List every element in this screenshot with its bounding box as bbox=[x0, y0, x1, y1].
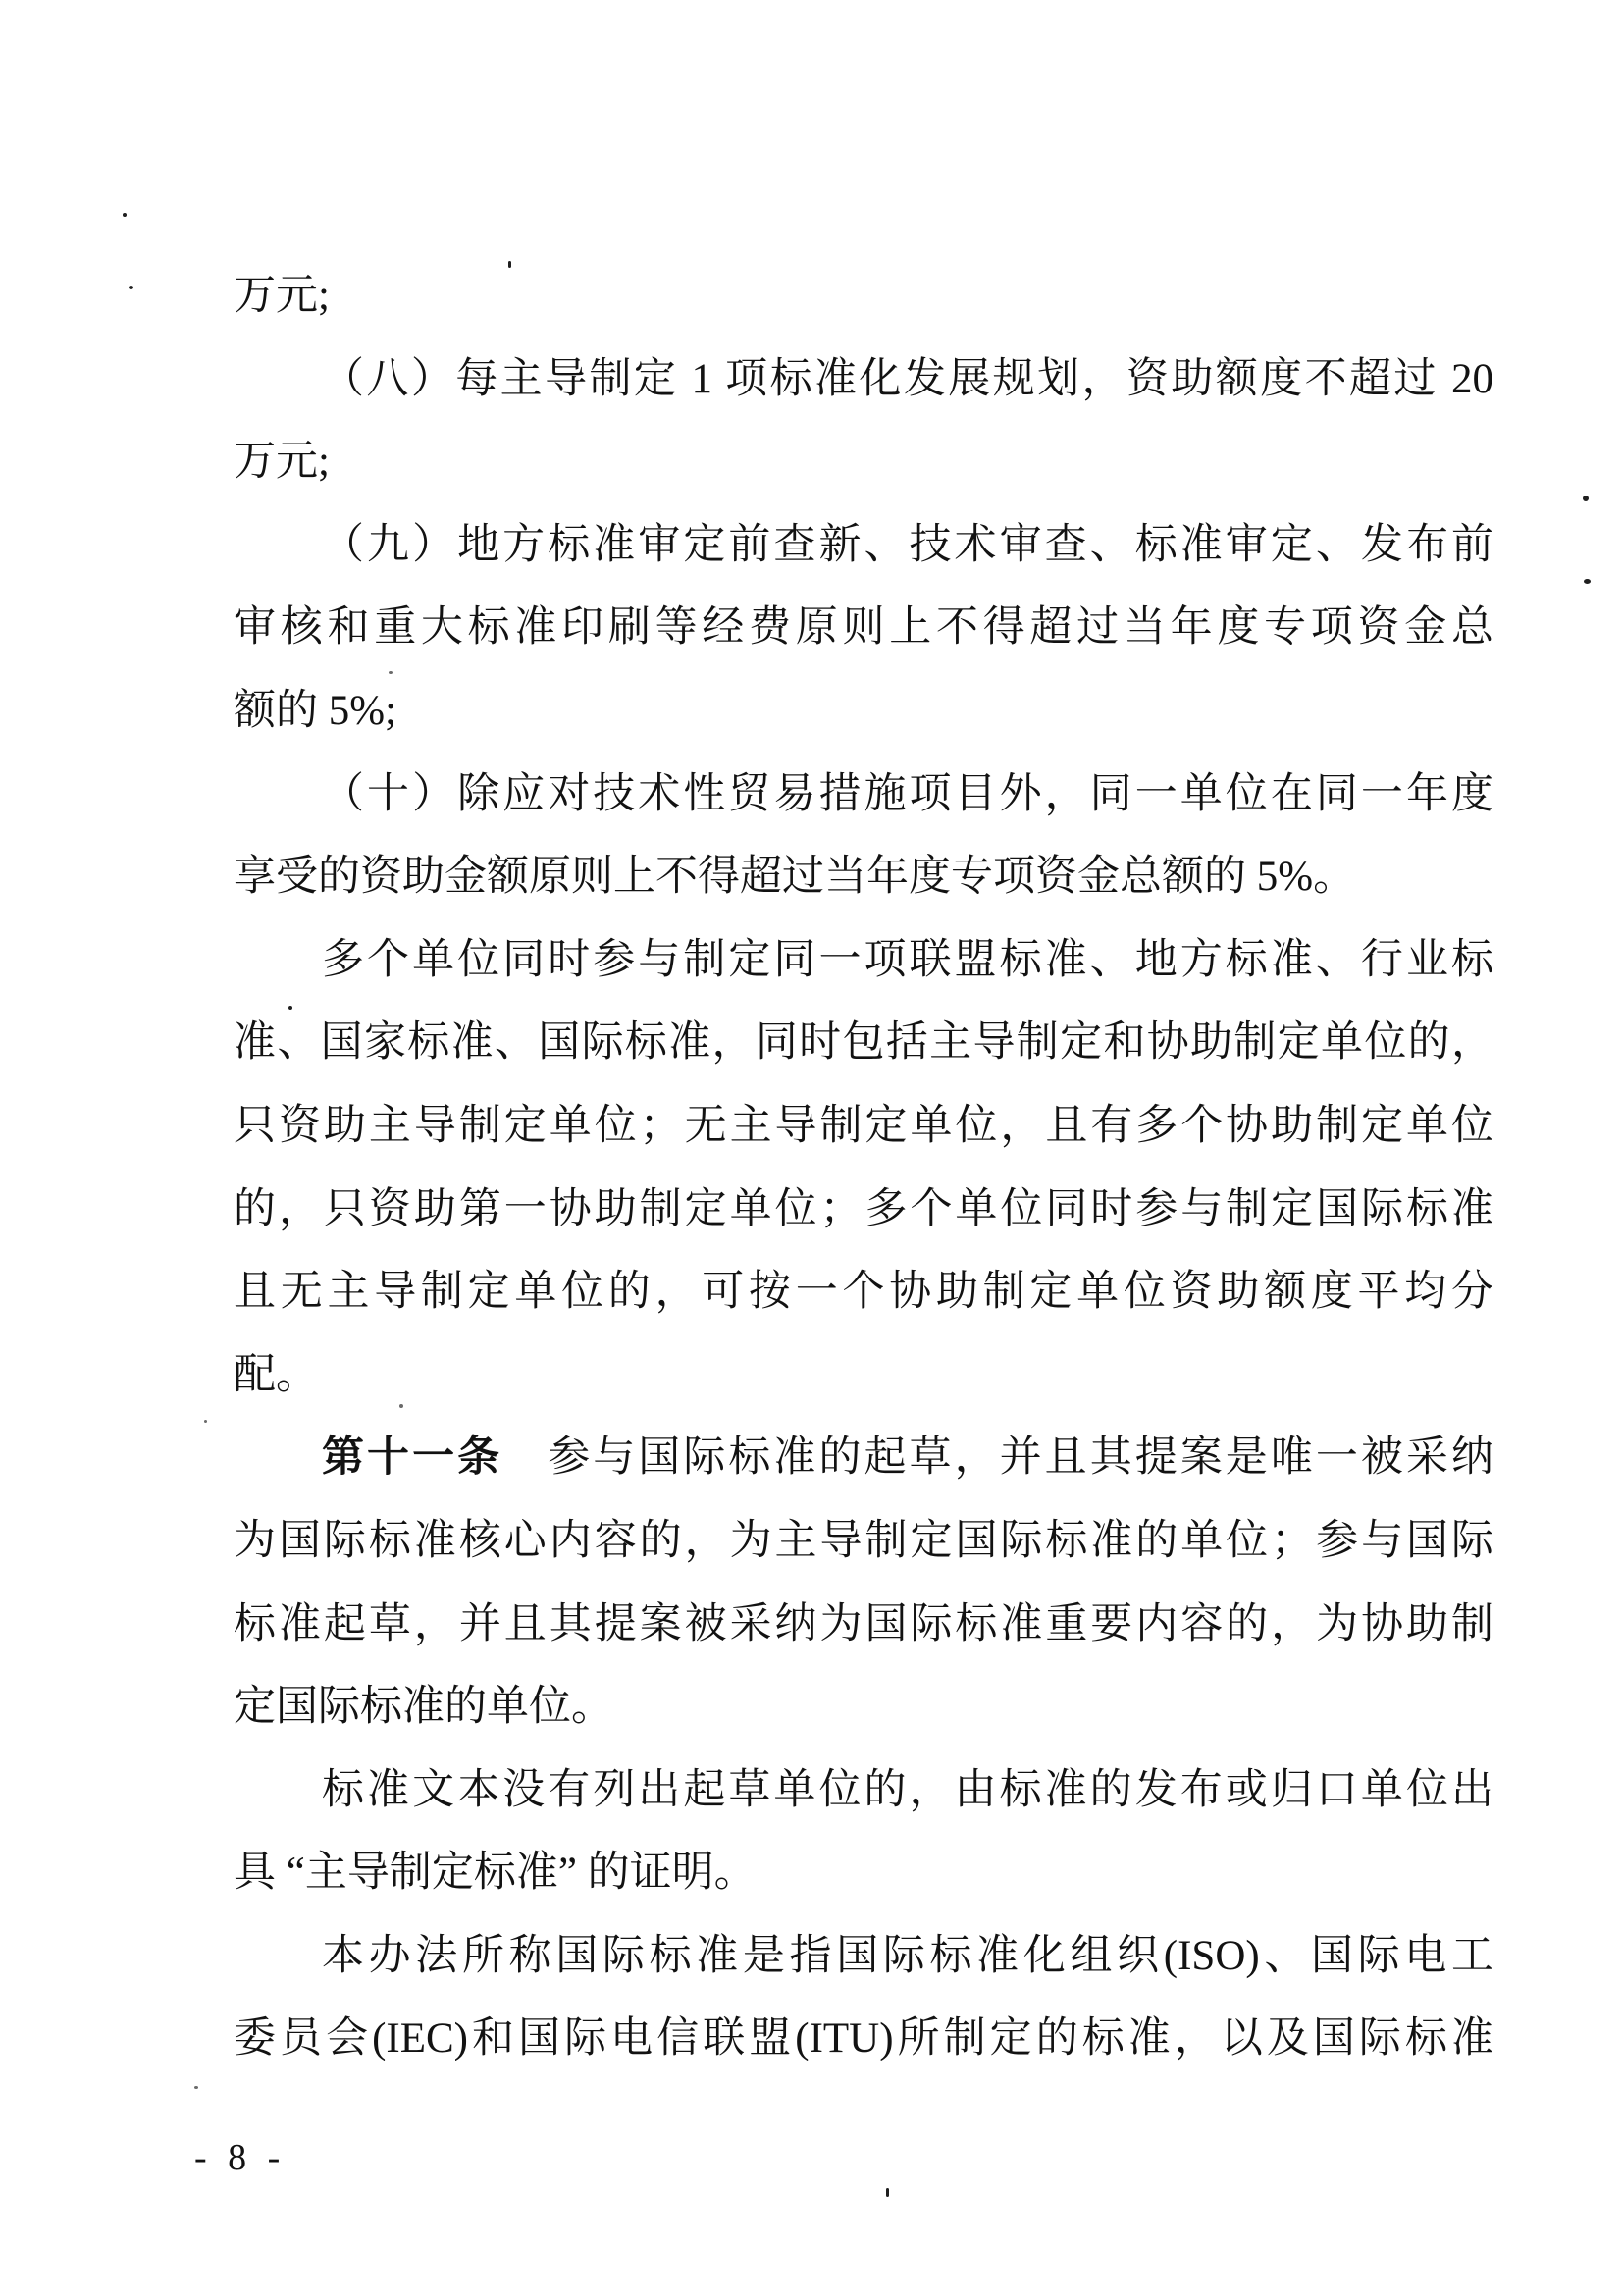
scan-speck bbox=[399, 1404, 403, 1408]
text-line: 准、国家标准、国际标准，同时包括主导制定和协助制定单位的， bbox=[234, 1019, 1493, 1067]
scan-speck bbox=[288, 1006, 292, 1010]
body-text bbox=[234, 255, 1493, 2081]
scan-speck bbox=[1584, 579, 1591, 584]
text-line: 享受的资助金额原则上不得超过当年度专项资金总额的 5%。 bbox=[234, 854, 1356, 901]
text-line: （十）除应对技术性贸易措施项目外，同一单位在同一年度 bbox=[322, 770, 1493, 817]
scan-speck bbox=[886, 2188, 889, 2197]
text-line: 为国际标准核心内容的，为主导制定国际标准的单位；参与国际 bbox=[234, 1517, 1493, 1564]
page-number: - 8 - bbox=[194, 2137, 287, 2178]
article-11-body: 参与国际标准的起草，并且其提案是唯一被采纳 bbox=[502, 1435, 1494, 1482]
scan-speck bbox=[1583, 496, 1589, 501]
text-line: 委员会(IEC)和国际电信联盟(ITU)所制定的标准，以及国际标准 bbox=[234, 2015, 1493, 2062]
text-line: 额的 5%; bbox=[234, 687, 397, 734]
scan-speck bbox=[508, 261, 511, 268]
text-line: （八）每主导制定 1 项标准化发展规划，资助额度不超过 20 bbox=[322, 355, 1493, 402]
scan-speck bbox=[123, 213, 127, 217]
text-line: 定国际标准的单位。 bbox=[234, 1684, 613, 1731]
text-line: 且无主导制定单位的，可按一个协助制定单位资助额度平均分 bbox=[234, 1269, 1493, 1316]
text-line: （九）地方标准审定前查新、技术审查、标准审定、发布前 bbox=[322, 521, 1493, 568]
text-line: 配。 bbox=[234, 1351, 318, 1398]
text-line: 只资助主导制定单位；无主导制定单位，且有多个协助制定单位 bbox=[234, 1102, 1493, 1149]
text-line: 本办法所称国际标准是指国际标准化组织(ISO)、国际电工 bbox=[322, 1932, 1493, 1979]
article-11-heading: 第十一条 bbox=[322, 1435, 503, 1482]
text-line: 万元; bbox=[234, 439, 330, 486]
text-line: 标准文本没有列出起草单位的，由标准的发布或归口单位出 bbox=[322, 1766, 1493, 1813]
text-line: 的，只资助第一协助制定单位；多个单位同时参与制定国际标准 bbox=[234, 1185, 1493, 1232]
scan-speck bbox=[194, 2086, 198, 2089]
scan-speck bbox=[129, 286, 133, 289]
text-line: 具 “主导制定标准” 的证明。 bbox=[234, 1850, 757, 1897]
text-line: 万元; bbox=[234, 273, 330, 319]
text-line: 审核和重大标准印刷等经费原则上不得超过当年度专项资金总 bbox=[234, 604, 1493, 652]
text-line: 多个单位同时参与制定同一项联盟标准、地方标准、行业标 bbox=[322, 936, 1493, 983]
text-line-article-11 bbox=[234, 1417, 1493, 1500]
scan-speck bbox=[204, 1420, 207, 1423]
scan-speck bbox=[389, 671, 393, 674]
text-line: 标准起草，并且其提案被采纳为国际标准重要内容的，为协助制 bbox=[234, 1600, 1493, 1647]
